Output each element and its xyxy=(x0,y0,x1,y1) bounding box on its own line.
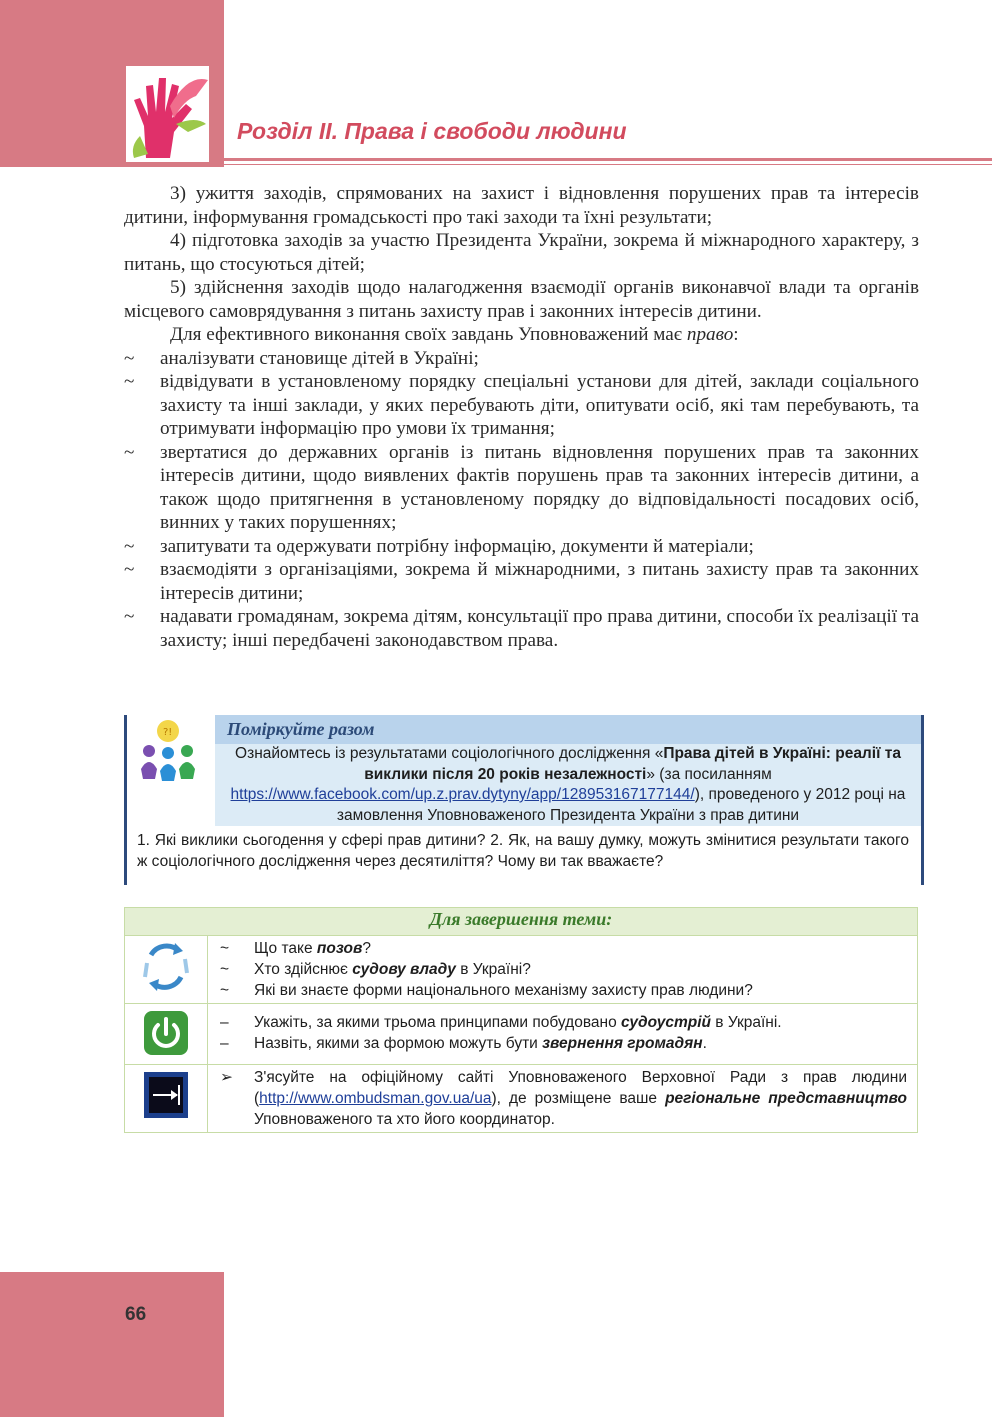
question-part: Які ви знаєте форми національного механізму захисту прав людини? xyxy=(254,982,753,999)
header-rule-thin xyxy=(224,164,992,165)
list-item xyxy=(124,558,919,605)
website-task-cell xyxy=(208,1065,918,1133)
list-item-text: взаємодіяти з організаціями, зокрема й міжнародними, з питань захисту прав та законних інтересів дитини; xyxy=(160,559,919,604)
paragraph: 5) здійснення заходів щодо налагодження взаємодії органів виконавчої влади та органів місцевого самоврядування з питань захисту прав і законних інтересів дитини. xyxy=(124,277,919,322)
study-title: Права дітей в Україні: реалії та виклики після 20 років незалежності xyxy=(364,745,901,783)
bullet-marker: ~ xyxy=(124,606,135,627)
main-text xyxy=(124,182,919,652)
question-part: Хто здійснює xyxy=(254,961,353,978)
think-text: » (за посиланням xyxy=(646,765,772,783)
task-part: ), де розміщене ваше xyxy=(491,1090,666,1107)
page-number: 66 xyxy=(125,1304,147,1325)
question-part: в Україні? xyxy=(455,961,531,978)
question-part: ? xyxy=(362,940,371,957)
list-item-text: запитувати та одержувати потрібну інформацію, документи й матеріали; xyxy=(160,535,754,557)
power-icon xyxy=(125,1004,208,1065)
row-marker: ➢ xyxy=(220,1069,233,1086)
question-row xyxy=(218,938,907,959)
header-rule xyxy=(224,158,992,161)
think-text: ), проведеного у 2012 році на замовлення Уповноваженого Президента України з прав дитини xyxy=(336,786,906,824)
task-text xyxy=(254,1012,907,1033)
list-item-text: відвідувати в установленому порядку спеціальні установи для дітей, заклади соціального захисту та інші заклади, у яких перебувають діти, опитувати осіб, які там перебувають, та отримувати інформацію про умови їх тримання; xyxy=(160,371,919,439)
intro-emphasis: право xyxy=(686,324,734,345)
row-marker: – xyxy=(220,1014,229,1031)
list-item xyxy=(124,535,919,559)
list-item-text: звертатися до державних органів із питань відновлення порушених прав та законних інтересів дитини, щодо виявлених фактів порушень прав та законних інтересів дитини, а також щодо притягнення в установленому порядку до відповідальності посадових осіб, винних у таких порушеннях; xyxy=(160,441,919,533)
people-discussion-icon xyxy=(137,719,199,783)
task-part: . xyxy=(702,1035,707,1052)
row-marker: ~ xyxy=(220,982,230,999)
paragraph-intro xyxy=(124,323,919,347)
footer-side-block xyxy=(0,1272,224,1417)
task-part: Укажіть, за якими трьома принципами побудовано xyxy=(254,1014,621,1031)
task-row xyxy=(218,1012,907,1033)
questions-cell xyxy=(208,936,918,1004)
task-row xyxy=(218,1067,907,1130)
svg-text:?!: ?! xyxy=(163,727,173,738)
bullet-marker: ~ xyxy=(124,347,135,369)
question-term: судову владу xyxy=(352,961,456,978)
think-heading: Поміркуйте разом xyxy=(215,715,921,744)
row-marker: ~ xyxy=(220,940,230,957)
hand-bird-logo-icon xyxy=(126,66,209,162)
row-marker: – xyxy=(220,1035,229,1052)
think-questions: 1. Які виклики сьогодення у сфері прав дитини? 2. Як, на вашу думку, можуть змінитися результати такого ж соціологічного дослідження через десятиліття? Чому ви так вважаєте? xyxy=(137,832,909,870)
finish-heading-colon: : xyxy=(606,909,613,929)
row-marker: ~ xyxy=(220,961,230,978)
question-row xyxy=(218,959,907,980)
question-text xyxy=(254,959,907,980)
question-row xyxy=(218,980,907,1001)
facebook-link[interactable]: https://www.facebook.com/up.z.prav.dytyny/app/128953167177144/ xyxy=(230,786,695,803)
task-term: судоустрій xyxy=(621,1014,711,1031)
tasks-cell xyxy=(208,1004,918,1065)
bullet-marker: ~ xyxy=(124,371,135,392)
think-text: Ознайомтесь із результатами соціологічного дослідження « xyxy=(235,745,664,762)
task-row xyxy=(218,1033,907,1054)
list-item xyxy=(124,441,919,535)
list-item xyxy=(124,347,919,371)
task-term: регіональне представництво xyxy=(665,1090,907,1107)
list-item xyxy=(124,370,919,441)
question-term: позов xyxy=(316,940,363,957)
task-text xyxy=(254,1067,907,1130)
list-item-text: аналізувати становище дітей в Україні; xyxy=(160,347,479,369)
finish-heading xyxy=(125,908,918,936)
arrow-exit-icon xyxy=(125,1065,208,1133)
finish-heading-text: Для завершення теми xyxy=(429,909,607,929)
task-part: Уповноваженого та хто його координатор. xyxy=(254,1111,555,1128)
task-part: З'ясуйте на офіційному сайті Уповноваженого Верховної Ради з прав людини ( xyxy=(254,1069,907,1107)
task-text xyxy=(254,1033,907,1054)
bullet-marker: ~ xyxy=(124,441,135,463)
refresh-arrows-icon xyxy=(125,936,208,1004)
question-text xyxy=(254,980,907,1001)
paragraph: 4) підготовка заходів за участю Президента України, зокрема й міжнародного характеру, з питань, що стосуються дітей; xyxy=(124,230,919,275)
list-item-text: надавати громадянам, зокрема дітям, консультації про права дитини, способи їх реалізації та захисту; інші передбачені законодавством права. xyxy=(160,606,919,651)
think-together-box xyxy=(124,715,924,885)
task-term: звернення громадян xyxy=(542,1035,703,1052)
task-part: Назвіть, якими за формою можуть бути xyxy=(254,1035,543,1052)
think-body xyxy=(215,744,921,826)
bullet-marker: ~ xyxy=(124,535,135,557)
paragraph: 3) ужиття заходів, спрямованих на захист і відновлення порушених прав та інтересів дитини, інформування громадськості про такі заходи та їхні результати; xyxy=(124,183,919,228)
intro-text: Для ефективного виконання своїх завдань Уповноважений має xyxy=(170,324,687,345)
ombudsman-link[interactable]: http://www.ombudsman.gov.ua/ua xyxy=(259,1090,492,1107)
list-item xyxy=(124,605,919,652)
task-part: в Україні. xyxy=(710,1014,782,1031)
bullet-marker: ~ xyxy=(124,559,135,580)
question-text xyxy=(254,938,907,959)
finish-topic-table xyxy=(124,907,918,1133)
chapter-title: Розділ ІІ. Права і свободи людини xyxy=(237,118,627,144)
question-part: Що таке xyxy=(254,940,317,957)
intro-colon: : xyxy=(733,324,739,345)
